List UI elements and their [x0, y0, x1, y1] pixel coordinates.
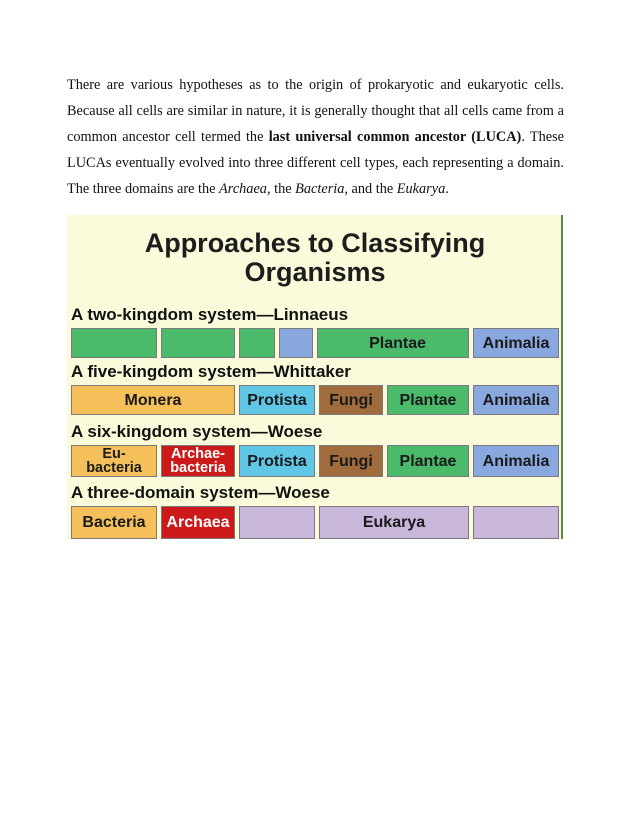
- fungi-cell: Fungi: [319, 385, 383, 415]
- plantae-cell: [161, 328, 235, 358]
- plantae-cell: Plantae: [387, 445, 469, 477]
- archaea-term: Archaea: [219, 181, 267, 197]
- two-kingdom-label: A two-kingdom system—Linnaeus: [71, 305, 349, 324]
- classification-figure: [67, 215, 563, 539]
- five-kingdom-label: A five-kingdom system—Whittaker: [71, 362, 351, 381]
- luca-term: last universal common ancestor (LUCA): [268, 129, 522, 145]
- animalia-cell: [279, 328, 313, 358]
- animalia-cell: Animalia: [473, 385, 559, 415]
- six-kingdom-label: A six-kingdom system—Woese: [71, 422, 323, 441]
- plantae-cell: [239, 328, 275, 358]
- archaea-cell: Archaea: [161, 506, 235, 539]
- paragraph-text: , and the: [344, 181, 397, 197]
- animalia-cell: Animalia: [473, 445, 559, 477]
- eukarya-cell: [473, 506, 559, 539]
- paragraph-text: .: [445, 181, 449, 197]
- eubacteria-cell: Eu- bacteria: [71, 445, 157, 477]
- plantae-cell: Plantae: [317, 328, 469, 358]
- intro-paragraph: [67, 72, 564, 202]
- paragraph-text: . These LUCAs eventually evolved into three different cell types, each representing a domain. The three domains are the: [67, 129, 565, 197]
- plantae-cell: Plantae: [387, 385, 469, 415]
- figure-title-line1: Approaches to Classifying: [144, 228, 486, 258]
- paragraph-text: , the: [266, 181, 296, 197]
- bacteria-cell: Bacteria: [71, 506, 157, 539]
- figure-edge: [561, 215, 563, 539]
- monera-cell: Monera: [71, 385, 235, 415]
- paragraph-text: There are various hypotheses as to the origin of prokaryotic and eukaryotic cells. Because all cells are similar in nature, it is generally thought that all cells came from a common ancestor cell termed the: [67, 77, 564, 145]
- eukarya-term: Eukarya: [396, 181, 446, 197]
- fungi-cell: Fungi: [319, 445, 383, 477]
- animalia-cell: Animalia: [473, 328, 559, 358]
- protista-cell: Protista: [239, 385, 315, 415]
- plantae-cell: [71, 328, 157, 358]
- figure-title-line2: Organisms: [244, 257, 386, 287]
- figure-title: [67, 229, 563, 287]
- bacteria-term: Bacteria: [295, 181, 345, 197]
- three-domain-label: A three-domain system—Woese: [71, 483, 330, 502]
- eukarya-cell: [239, 506, 315, 539]
- archaebacteria-cell: Archae- bacteria: [161, 445, 235, 477]
- protista-cell: Protista: [239, 445, 315, 477]
- eukarya-cell: Eukarya: [319, 506, 469, 539]
